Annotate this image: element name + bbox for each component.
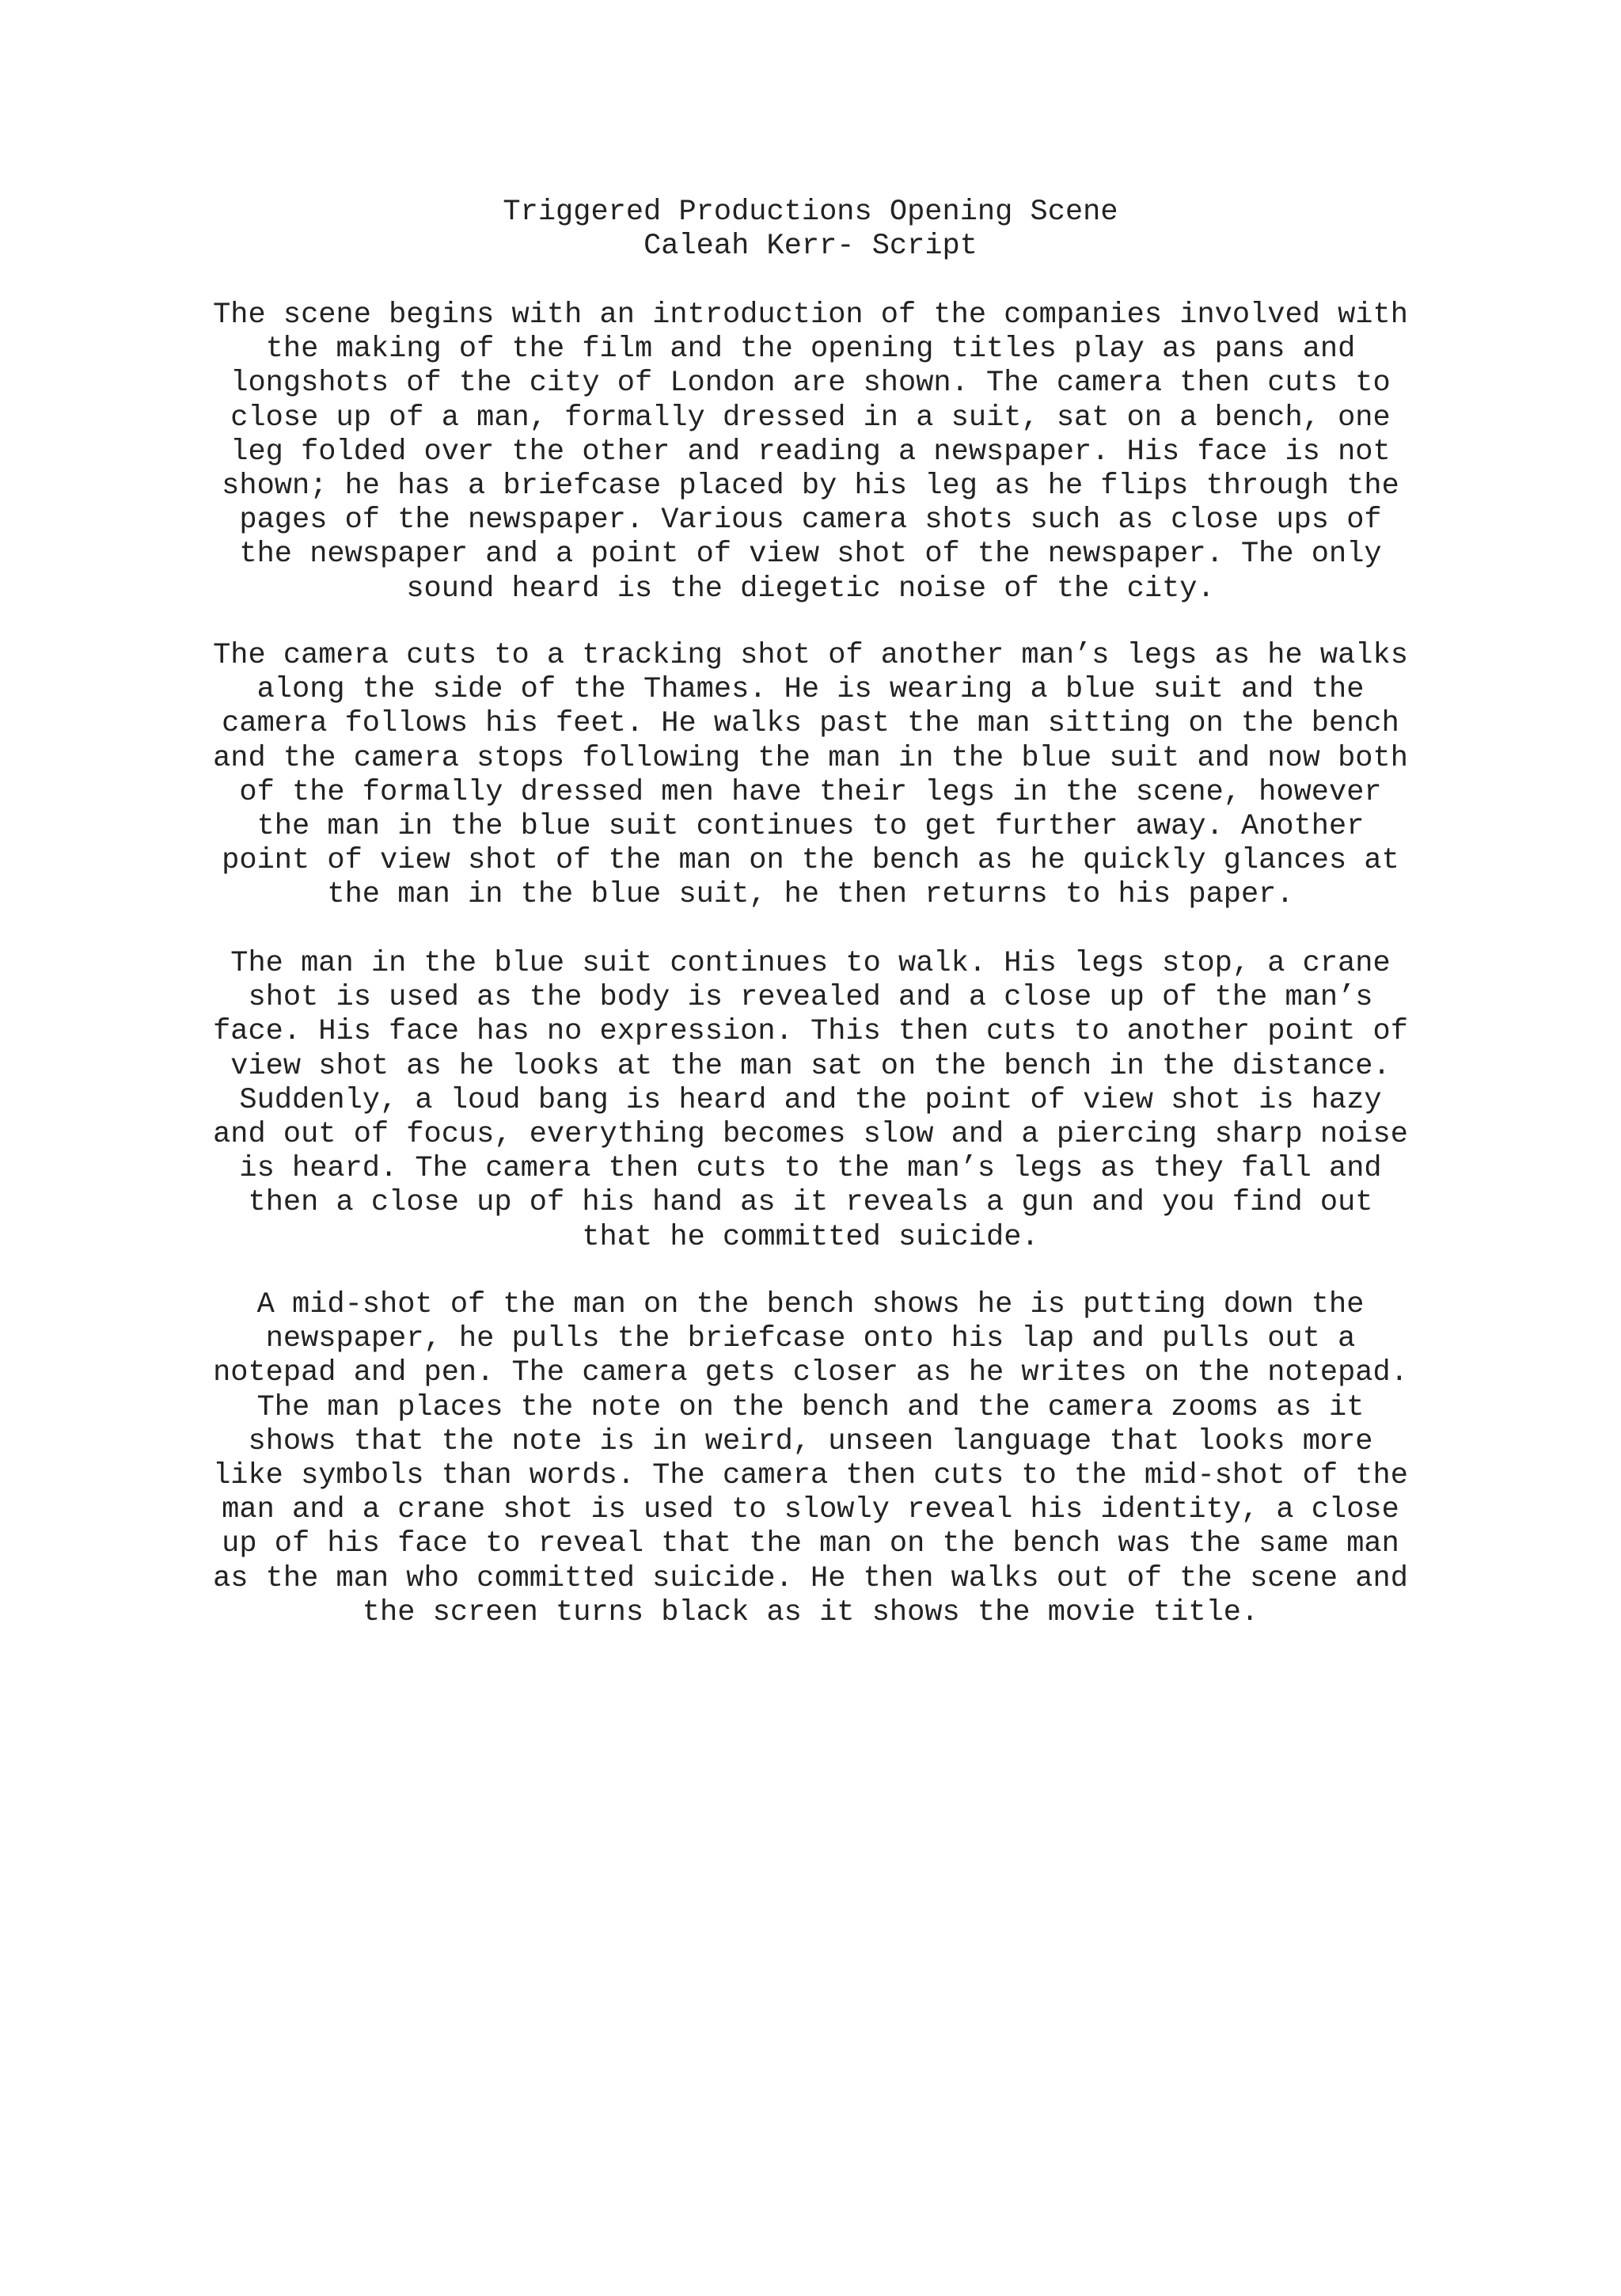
- text-line: longshots of the city of London are shown. The camera then cuts to: [230, 367, 1391, 401]
- text-line: like symbols than words. The camera then cuts to the mid-shot of the: [213, 1458, 1408, 1492]
- text-line: shown; he has a briefcase placed by his leg as he flips through the: [222, 469, 1399, 503]
- text-line: point of view shot of the man on the bench as he quickly glances at: [222, 844, 1399, 878]
- text-line: the newspaper and a point of view shot of the newspaper. The only: [239, 538, 1382, 572]
- text-line: pages of the newspaper. Various camera shots such as close ups of: [239, 504, 1382, 538]
- author-line: Caleah Kerr- Script: [643, 230, 978, 263]
- paragraph: [182, 1288, 1439, 1630]
- text-line: is heard. The camera then cuts to the man’s legs as they fall and: [239, 1152, 1382, 1186]
- text-line: that he committed suicide.: [582, 1220, 1039, 1254]
- text-line: and the camera stops following the man in the blue suit and now both: [213, 741, 1408, 775]
- text-line: of the formally dressed men have their legs in the scene, however: [239, 775, 1382, 809]
- text-line: and out of focus, everything becomes slow and a piercing sharp noise: [213, 1117, 1408, 1151]
- text-line: notepad and pen. The camera gets closer as he writes on the notepad.: [213, 1356, 1408, 1390]
- text-line: the man in the blue suit, he then returns to his paper.: [327, 878, 1294, 912]
- text-line: sound heard is the diegetic noise of the city.: [406, 572, 1215, 606]
- text-line: the screen turns black as it shows the movie title.: [362, 1595, 1259, 1629]
- text-line: shows that the note is in weird, unseen language that looks more: [248, 1424, 1373, 1458]
- text-line: A mid-shot of the man on the bench shows he is putting down the: [256, 1288, 1365, 1321]
- text-line: Suddenly, a loud bang is heard and the point of view shot is hazy: [239, 1083, 1382, 1117]
- text-line: camera follows his feet. He walks past the man sitting on the bench: [222, 707, 1399, 741]
- paragraph: [182, 639, 1439, 913]
- text-line: the making of the film and the opening titles play as pans and: [265, 333, 1356, 367]
- text-line: The scene begins with an introduction of the companies involved with: [213, 298, 1408, 332]
- text-line: along the side of the Thames. He is wearing a blue suit and the: [256, 673, 1365, 707]
- text-line: leg folded over the other and reading a newspaper. His face is not: [230, 435, 1391, 469]
- text-line: The camera cuts to a tracking shot of another man’s legs as he walks: [213, 639, 1408, 672]
- text-line: the man in the blue suit continues to get further away. Another: [256, 809, 1365, 843]
- text-line: then a close up of his hand as it reveals a gun and you find out: [248, 1186, 1373, 1220]
- text-line: shot is used as the body is revealed and a close up of the man’s: [248, 981, 1373, 1015]
- text-line: view shot as he looks at the man sat on the bench in the distance.: [230, 1049, 1391, 1083]
- text-line: as the man who committed suicide. He then walks out of the scene and: [213, 1561, 1408, 1595]
- text-line: man and a crane shot is used to slowly reveal his identity, a close: [222, 1493, 1399, 1527]
- text-line: The man places the note on the bench and the camera zooms as it: [256, 1390, 1365, 1424]
- text-line: newspaper, he pulls the briefcase onto his lap and pulls out a: [265, 1322, 1356, 1356]
- text-line: up of his face to reveal that the man on the bench was the same man: [222, 1527, 1399, 1561]
- document-title: Triggered Productions Opening Scene: [503, 196, 1118, 229]
- paragraph: [182, 298, 1439, 606]
- paragraph: [182, 947, 1439, 1255]
- text-line: The man in the blue suit continues to walk. His legs stop, a crane: [230, 947, 1391, 980]
- text-line: face. His face has no expression. This then cuts to another point of: [213, 1015, 1408, 1049]
- text-line: close up of a man, formally dressed in a suit, sat on a bench, one: [230, 401, 1391, 435]
